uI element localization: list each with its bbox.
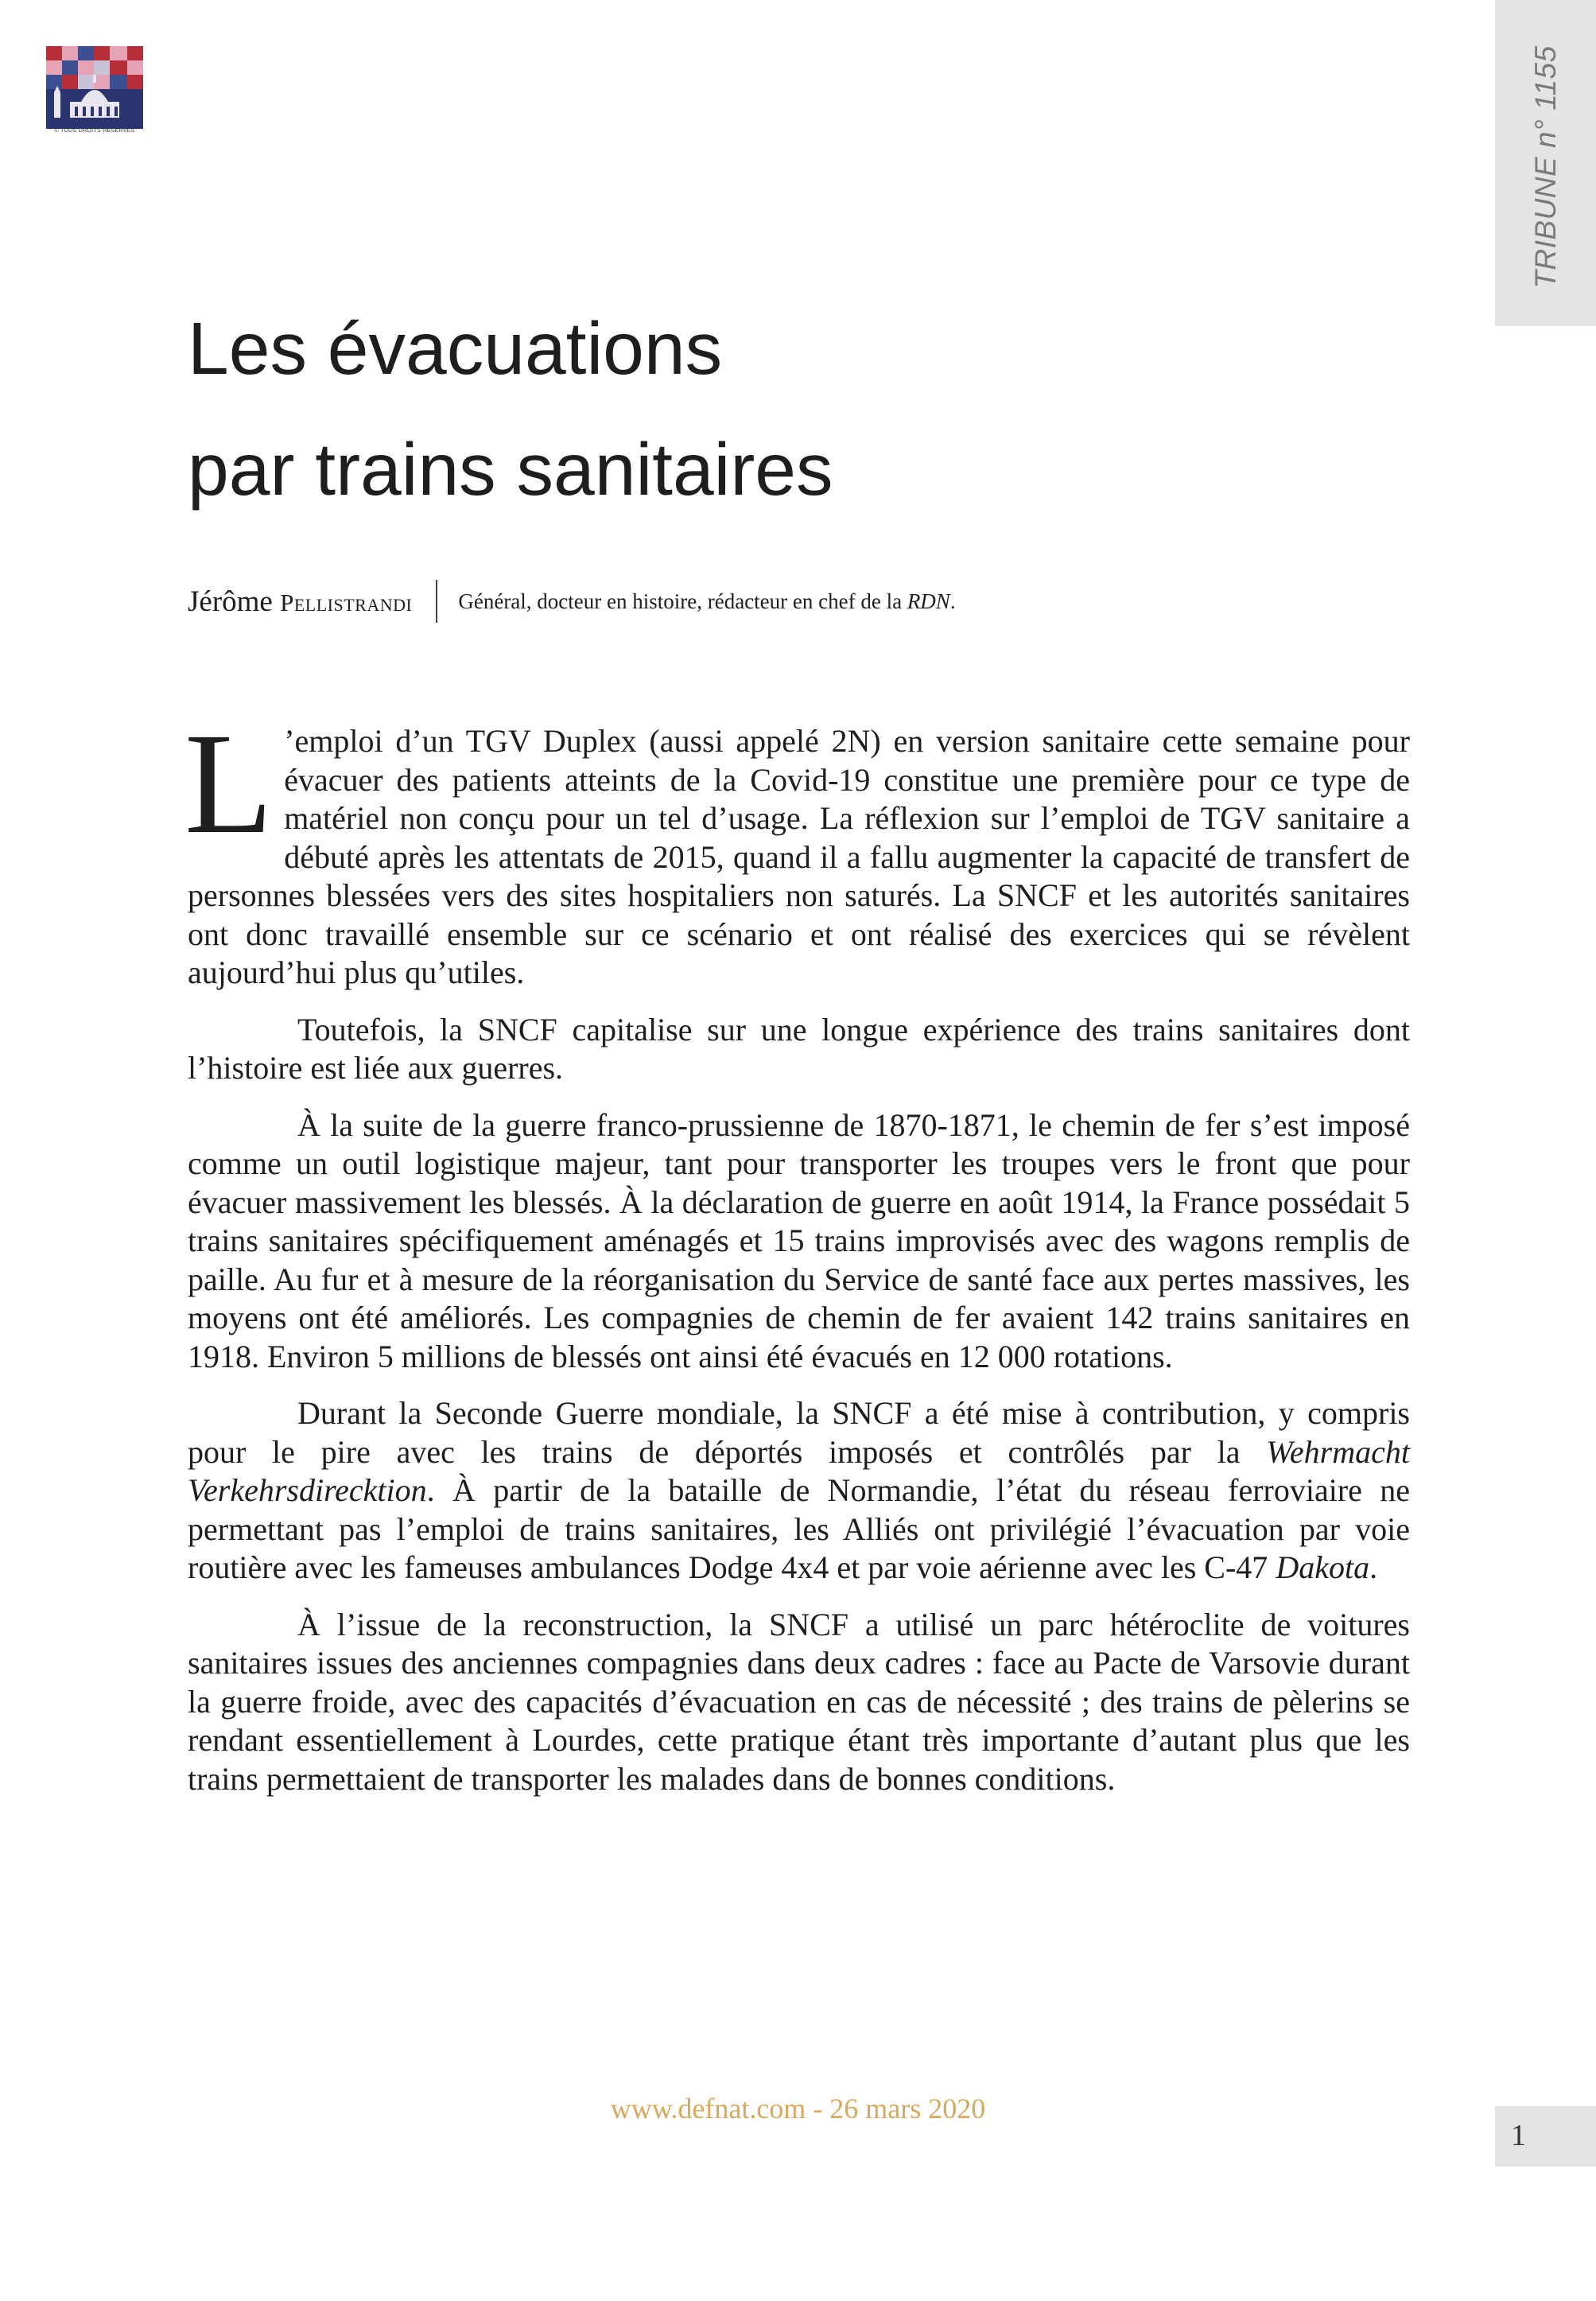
logo-caption: © TOUS DROITS RÉSERVÉS bbox=[54, 128, 135, 134]
tribune-label: TRIBUNE n° 1155 bbox=[1529, 45, 1562, 289]
title-line-1: Les évacuations bbox=[188, 307, 723, 390]
byline bbox=[188, 577, 956, 625]
paragraph-4 bbox=[188, 1394, 1410, 1588]
title-line-2: par trains sanitaires bbox=[188, 428, 833, 511]
paragraph-1-text: ’emploi d’un TGV Duplex (aussi appelé 2N) en version sanitaire cette semaine pour évacuer des patients atteints de la Covid-19 constitue une première pour ce type de matériel non conçu pour un tel d’usage. La réflexion sur l’emploi de TGV sanitaire a débuté après les attentats de 2015, quand il a fallu augmenter la capacité de transfert de personnes blessées vers des sites hospitaliers non saturés. La SNCF et les autorités sanitaires ont donc travaillé ensemble sur ce scénario et ont réalisé des exercices qui se révèlent aujourd’hui plus qu’utiles. bbox=[188, 723, 1410, 990]
article-body bbox=[184, 704, 1410, 1817]
paragraph-4-part-c: . bbox=[1369, 1549, 1378, 1585]
affiliation-text: Général, docteur en histoire, rédacteur en chef de la bbox=[458, 589, 907, 613]
author-affiliation bbox=[458, 589, 955, 614]
paragraph-1 bbox=[184, 704, 1410, 993]
affiliation-end: . bbox=[949, 589, 956, 613]
footer-link[interactable]: www.defnat.com - 26 mars 2020 bbox=[610, 2093, 986, 2124]
affiliation-italic: RDN bbox=[907, 589, 950, 613]
publisher-logo bbox=[46, 46, 143, 140]
drop-cap: L bbox=[184, 704, 274, 864]
paragraph-2: Toutefois, la SNCF capitalise sur une longue expérience des trains sanitaires dont l’histoire est liée aux guerres. bbox=[188, 1011, 1410, 1086]
paragraph-3: À la suite de la guerre franco-prussienne de 1870-1871, le chemin de fer s’est imposé comme un outil logistique majeur, tant pour transporter les troupes vers le front que pour évacuer massivement les blessés. À la déclaration de guerre en août 1914, la France possédait 5 trains sanitaires spécifiquement aménagés et 15 trains improvisés avec des wagons remplis de paille. Au fur et à mesure de la réorganisation du Service de santé face aux pertes massives, les moyens ont été améliorés. Les compagnies de chemin de fer avaient 142 trains sanitaires en 1918. Environ 5 millions de blessés ont ainsi été évacués en 12 000 rotations. bbox=[188, 1106, 1410, 1374]
paragraph-4-italic-2: Dakota bbox=[1276, 1549, 1370, 1585]
page-number: 1 bbox=[1511, 2119, 1526, 2152]
paragraph-4-italic-1: Wehrmacht Verkehrsdirecktion bbox=[188, 1433, 1410, 1508]
author-name bbox=[188, 585, 412, 619]
article-title bbox=[188, 288, 1301, 530]
author-first-name: Jérôme bbox=[188, 585, 281, 618]
paragraph-5: À l’issue de la reconstruction, la SNCF a utilisé un parc hétéroclite de voitures sanitaires issues des anciennes compagnies dans deux cadres : face au Pacte de Varsovie durant la guerre froide, avec des capacités d’évacuation en cas de nécessité ; des trains de pèlerins se rendant essentiellement à Lourdes, cette pratique étant très importante d’autant plus que les trains permettaient de transporter les malades dans de bonnes conditions. bbox=[188, 1606, 1410, 1797]
paragraph-4-part-a: Durant la Seconde Guerre mondiale, la SNCF a été mise à contribution, y compris pour le pire avec les trains de déportés imposés et contrôlés par la bbox=[188, 1395, 1410, 1470]
logo-mosaic-icon bbox=[46, 46, 143, 129]
paragraph-4-part-b: . À partir de la bataille de Normandie, l’état du réseau ferroviaire ne permettant pas l’emploi de trains sanitaires, les Alliés ont privilégié l’évacuation par voie routière avec les fameuses ambulances Dodge 4x4 et par voie aérienne avec les C-47 bbox=[188, 1472, 1410, 1585]
author-last-name: Pellistrandi bbox=[280, 588, 413, 616]
byline-divider bbox=[436, 580, 437, 623]
